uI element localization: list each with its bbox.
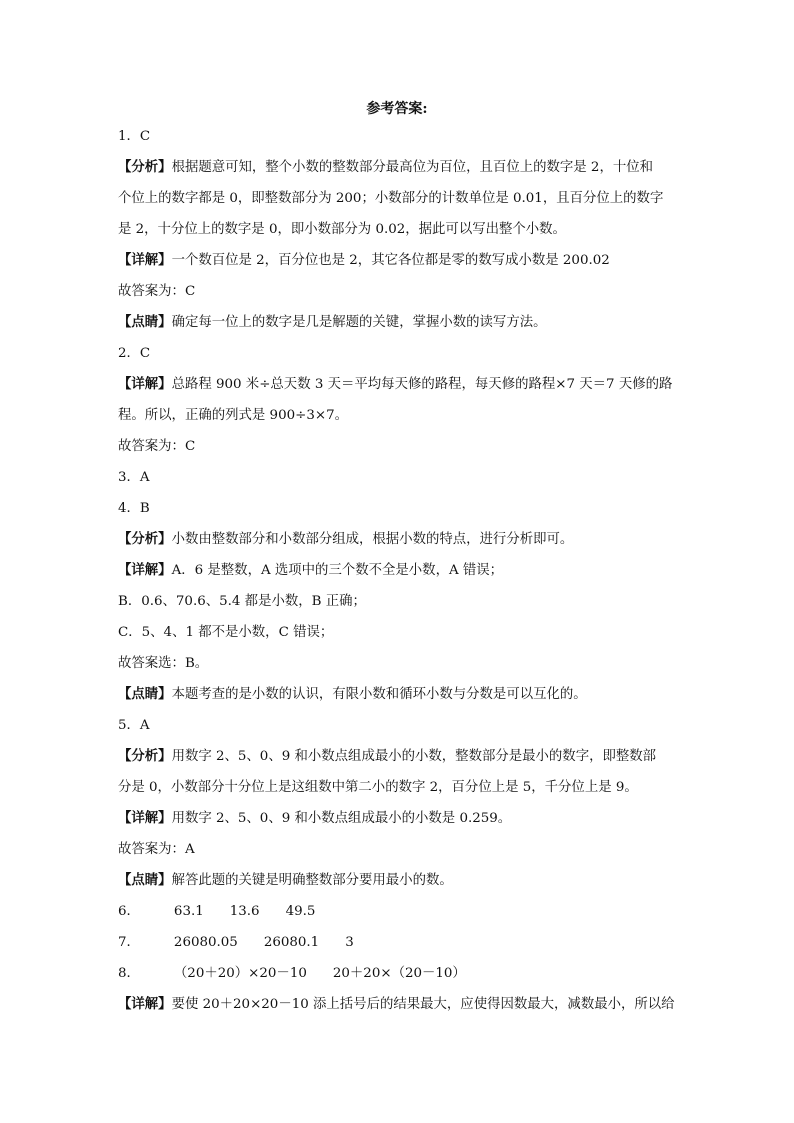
section-tag: 【详解】 [118, 252, 172, 268]
line-text: 3．A [118, 470, 150, 485]
question-number: 6． [118, 904, 140, 919]
fill-answer: 20＋20×（20－10） [332, 966, 466, 981]
line-text: 2．C [118, 346, 151, 361]
question-number: 7． [118, 935, 140, 950]
line-text: A．6 是整数，A 选项中的三个数不全是小数，A 错误； [171, 563, 504, 578]
section-tag: 【点睛】 [118, 314, 172, 330]
line-text: 用数字 2、5、0、9 和小数点组成最小的小数是 0.259。 [171, 811, 512, 826]
answer-content [118, 121, 678, 1020]
line-text: 本题考查的是小数的认识，有限小数和循环小数与分数是可以互化的。 [171, 687, 587, 702]
text-line [118, 772, 678, 803]
section-tag: 【分析】 [118, 531, 172, 547]
line-text: 故答案为：A [118, 842, 195, 857]
line-text: 故答案为：C [118, 284, 196, 299]
fill-answer: 63.1 [173, 904, 204, 919]
line-text: 4．B [118, 501, 150, 516]
text-line [118, 121, 678, 152]
line-text: 故答案选：B。 [118, 656, 209, 671]
text-line [118, 431, 678, 462]
line-text: 用数字 2、5、0、9 和小数点组成最小的小数，整数部分是最小的数字，即整数部 [171, 749, 657, 764]
text-line [118, 369, 678, 400]
line-text: 要使 20＋20×20－10 添上括号后的结果最大，应使得因数最大，减数最小，所以给 [171, 997, 675, 1012]
section-tag: 【详解】 [118, 376, 172, 392]
text-line [118, 493, 678, 524]
section-tag: 【详解】 [118, 996, 172, 1012]
text-line [118, 276, 678, 307]
text-line [118, 617, 678, 648]
line-text: 总路程 900 米÷总天数 3 天＝平均每天修的路程，每天修的路程×7 天＝7 天修的路 [171, 377, 673, 392]
line-text: 是 2，十分位上的数字是 0，即小数部分为 0.02，据此可以写出整个小数。 [118, 222, 566, 237]
text-line [118, 183, 678, 214]
fill-answer: 49.5 [285, 904, 316, 919]
line-text: 1．C [118, 129, 151, 144]
line-text: 故答案为：C [118, 439, 196, 454]
text-line [118, 245, 678, 276]
text-line [118, 989, 678, 1020]
fill-answer-line [118, 927, 678, 958]
line-text: B．0.6、70.6、5.4 都是小数，B 正确； [118, 594, 366, 609]
section-tag: 【分析】 [118, 748, 172, 764]
section-tag: 【详解】 [118, 810, 172, 826]
line-text: C．5、4、1 都不是小数，C 错误； [118, 625, 334, 640]
fill-answer: 26080.05 [173, 935, 238, 950]
text-line [118, 648, 678, 679]
fill-answer: （20＋20）×20－10 [173, 966, 307, 981]
section-tag: 【分析】 [118, 159, 172, 175]
section-tag: 【点睛】 [118, 872, 172, 888]
text-line [118, 679, 678, 710]
line-text: 5．A [118, 718, 150, 733]
line-text: 小数由整数部分和小数部分组成，根据小数的特点，进行分析即可。 [171, 532, 574, 547]
text-line [118, 834, 678, 865]
line-text: 个位上的数字都是 0，即整数部分为 200；小数部分的计数单位是 0.01，且百分位上的数字 [118, 191, 664, 206]
line-text: 分是 0，小数部分十分位上是这组数中第二小的数字 2，百分位上是 5，千分位上是 9。 [118, 780, 638, 795]
section-tag: 【详解】 [118, 562, 172, 578]
fill-answer-line [118, 958, 678, 989]
text-line [118, 710, 678, 741]
text-line [118, 307, 678, 338]
text-line [118, 803, 678, 834]
text-line [118, 524, 678, 555]
text-line [118, 400, 678, 431]
text-line [118, 741, 678, 772]
line-text: 程。所以，正确的列式是 900÷3×7。 [118, 408, 348, 423]
section-tag: 【点睛】 [118, 686, 172, 702]
fill-answer-line [118, 896, 678, 927]
text-line [118, 462, 678, 493]
question-number: 8． [118, 966, 140, 981]
text-line [118, 338, 678, 369]
fill-answer: 3 [345, 935, 354, 950]
text-line [118, 152, 678, 183]
line-text: 一个数百位是 2，百分位也是 2，其它各位都是零的数写成小数是 200.02 [171, 253, 610, 268]
line-text: 确定每一位上的数字是几是解题的关键，掌握小数的读写方法。 [171, 315, 547, 330]
line-text: 解答此题的关键是明确整数部分要用最小的数。 [171, 873, 453, 888]
fill-answer: 13.6 [229, 904, 260, 919]
text-line [118, 214, 678, 245]
line-text: 根据题意可知，整个小数的整数部分最高位为百位，且百位上的数字是 2，十位和 [171, 160, 654, 175]
page-title: 参考答案: [366, 101, 428, 117]
fill-answer: 26080.1 [263, 935, 320, 950]
text-line [118, 586, 678, 617]
text-line [118, 555, 678, 586]
text-line [118, 865, 678, 896]
